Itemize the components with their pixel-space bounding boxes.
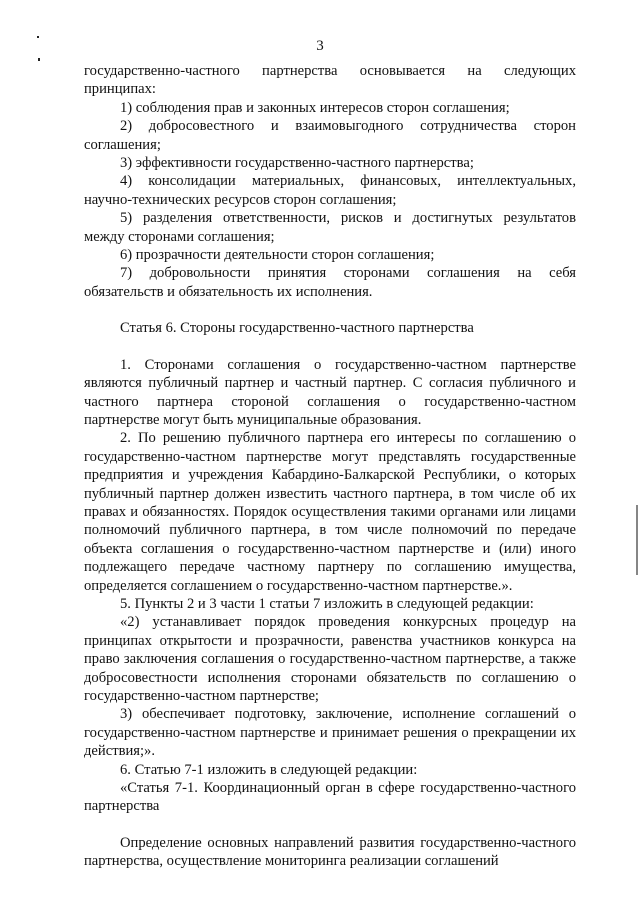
article-6-heading: Статья 6. Стороны государственно-частного партнерства	[120, 320, 474, 337]
page-number: 3	[316, 38, 324, 54]
paragraph: 6) прозрачности деятельности сторон соглашения;	[120, 247, 435, 264]
paragraph: 7) добровольности принятия сторонами соглашения на себя обязательств и обязательность их исполнения.	[84, 265, 576, 300]
paragraph: 3) обеспечивает подготовку, заключение, исполнение соглашений о государственно-частном партнерстве и принимает решения о прекращении их действия;».	[84, 706, 576, 760]
paragraph: 4) консолидации материальных, финансовых, интеллектуальных, научно-технических ресурсов сторон соглашения;	[84, 173, 576, 208]
scan-mark	[37, 36, 39, 38]
scan-mark	[636, 505, 638, 575]
paragraph: 1. Сторонами соглашения о государственно-частном партнерстве являются публичный партнер и частный партнер. С согласия публичного и частного партнера стороной соглашения о государственно-частном партнерстве могут быть муниципальные образования.	[84, 356, 576, 428]
document-body	[84, 62, 576, 871]
paragraph: 6. Статью 7-1 изложить в следующей редакции:	[120, 761, 418, 778]
paragraph: 1) соблюдения прав и законных интересов сторон соглашения;	[120, 99, 510, 116]
paragraph: 2) добросовестного и взаимовыгодного сотрудничества сторон соглашения;	[84, 118, 576, 153]
paragraph: 5. Пункты 2 и 3 части 1 статьи 7 изложить в следующей редакции:	[120, 595, 534, 612]
paragraph: 2. По решению публичного партнера его интересы по соглашению о государственно-частном партнерстве могут представлять государственные предприятия и учреждения Кабардино-Балкарской Республики, о которых публичный партнер должен известить частного партнера, в том числе об их правах и обязанностях. Порядок осуществления такими органами или лицами полномочий публичного партнера, в том числе полномочий по передаче объекта соглашения о государственно-частном партнерстве и (или) иного подлежащего передаче частному партнеру по соглашению имущества, определяется соглашением о государственно-частном партнерстве.».	[84, 430, 576, 594]
paragraph: 5) разделения ответственности, рисков и достигнутых результатов между сторонами соглашения;	[84, 210, 576, 245]
paragraph: Определение основных направлений развития государственно-частного партнерства, осуществление мониторинга реализации соглашений	[84, 834, 576, 870]
scan-mark	[38, 58, 40, 61]
paragraph: 3) эффективности государственно-частного партнерства;	[120, 155, 474, 172]
paragraph: «Статья 7-1. Координационный орган в сфере государственно-частного партнерства	[84, 780, 576, 815]
paragraph: государственно-частного партнерства основывается на следующих принципах:	[84, 63, 576, 98]
paragraph: «2) устанавливает порядок проведения конкурсных процедур на принципах открытости и прозрачности, равенства участников конкурса на право заключения соглашения о государственно-частном партнерстве, а также добросовестности исполнения сторонами обязательств по соглашению о государственно-частном партнерстве;	[84, 614, 576, 704]
